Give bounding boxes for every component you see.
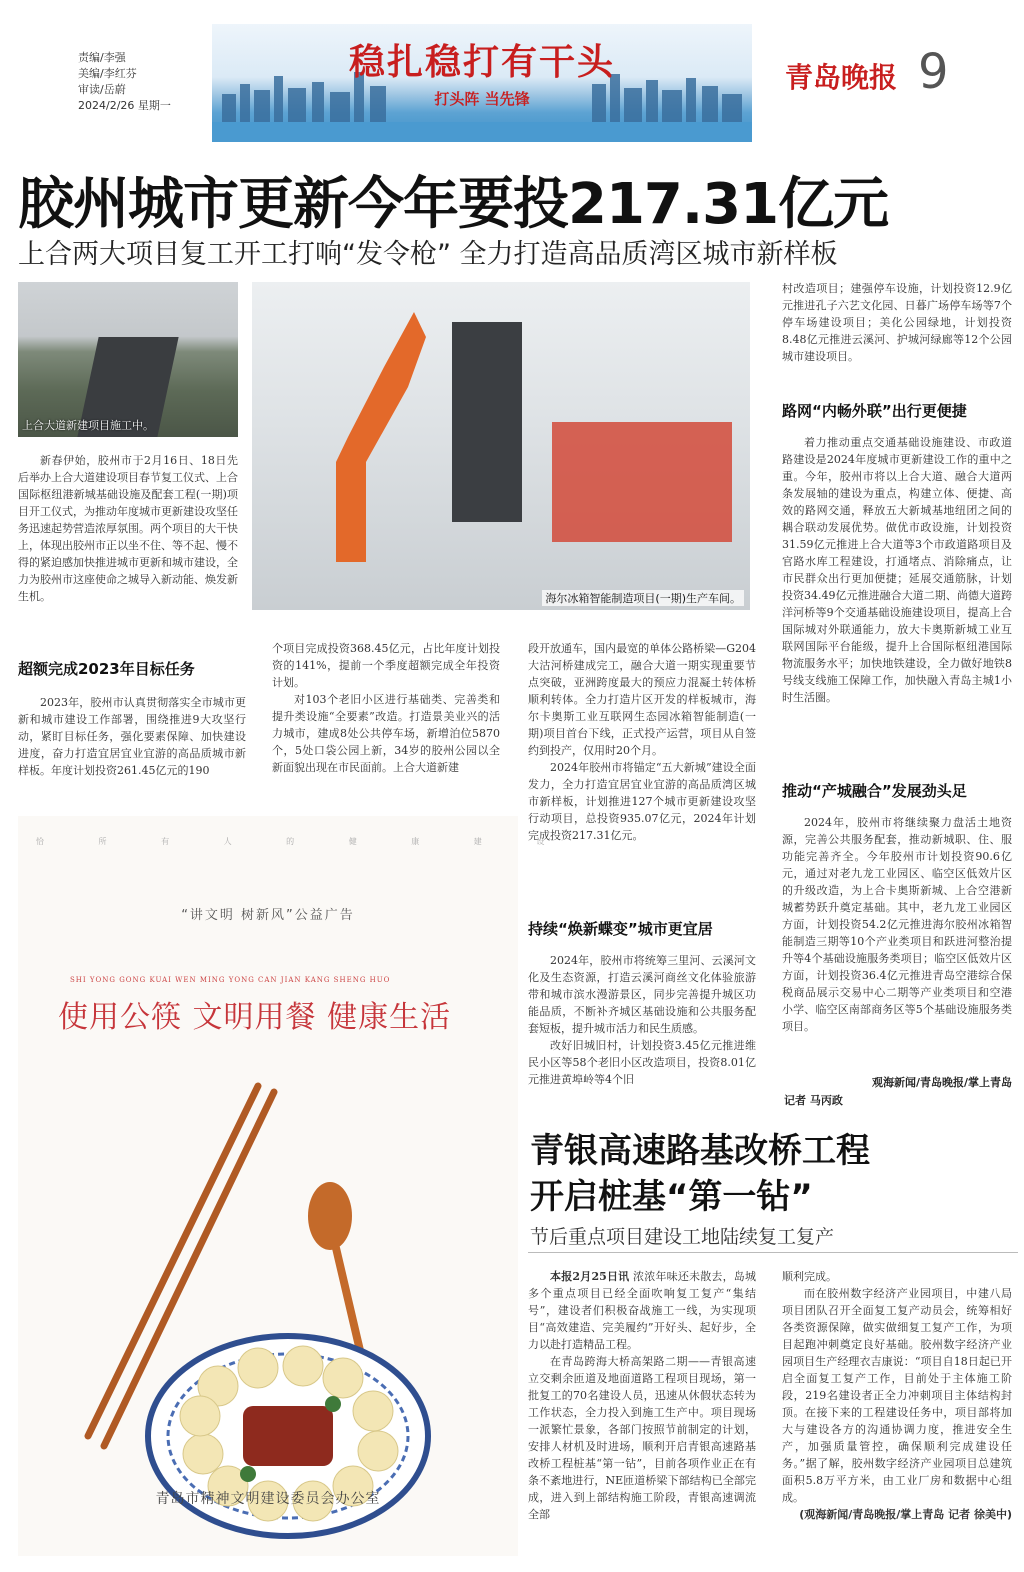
article-byline: [782, 1074, 1012, 1091]
editor: 责编/李强: [78, 51, 126, 64]
reporter: 记者 马丙政: [784, 1094, 843, 1107]
body-paragraph: 而在胶州数字经济产业园项目，中建八局项目团队召开全面复工复产动员会，统筹相好各类资源保障，做实做细复工复产工作，为项目起跑冲刺奠定良好基础。胶州数字经济产业园项目生产经理衣吉康说：“项目自18日起已开启全面复工复产工作，目前处于主体施工阶段，219名建设者正全力冲刺项目主体结构封顶。在接下来的工程建设任务中，项目部将加大与建设各方的沟通协调力度，推进安全生产，加强质量管控，确保顺利完成建设任务。”据了解，胶州数字经济产业园项目总建筑面积5.8万平方米，由工业厂房和数据中心组成。: [782, 1287, 1012, 1504]
byline-source: 观海新闻/青岛晚报/掌上青岛: [871, 1076, 1012, 1089]
paper-masthead: 青岛晚报: [785, 61, 898, 94]
factory-photo: [252, 282, 750, 610]
article-column: [528, 952, 756, 1088]
dateline: 本报2月25日讯: [550, 1270, 630, 1283]
article-column: [782, 814, 1012, 1035]
article2-subhead: 节后重点项目建设工地陆续复工复产: [530, 1226, 835, 1248]
banner-subtitle: 打头阵 当先锋: [434, 90, 530, 108]
ad-main-text: 使用公筷 文明用餐 健康生活: [58, 1000, 452, 1035]
body-paragraph: 2024年，胶州市将统筹三里河、云溪河文化及生态资源，打造云溪河商丝文化体验旅游带和城市滨水漫游景区，同步完善提升城区功能品质，不断补齐城区基础设施和公共服务配套短板，提升城市活力和民生质感。: [528, 954, 756, 1035]
divider: [528, 1252, 1018, 1253]
section-banner: [212, 24, 752, 142]
article-column: [782, 1268, 1012, 1523]
robot-arm-shape: [312, 312, 432, 562]
highway-photo: [18, 282, 238, 437]
article-subhead: 上合两大项目复工开工打响“发令枪” 全力打造高品质湾区城市新样板: [18, 239, 838, 270]
plate-chopsticks-spoon-icon: [18, 1016, 518, 1496]
article-column: [528, 1268, 756, 1523]
article-intro: [18, 452, 238, 605]
ad-organization: 青岛市精神文明建设委员会办公室: [155, 1491, 381, 1507]
section-title: 推动“产城融合”发展劲头足: [782, 782, 967, 800]
article2-headline: [530, 1128, 870, 1220]
production-line-shape: [552, 422, 732, 542]
proofreader: 审读/岳蔚: [78, 83, 126, 96]
machine-panel-shape: [452, 322, 522, 522]
body-paragraph: 个项目完成投资368.45亿元，占比年度计划投资的141%，提前一个季度超额完成全年投资计划。: [272, 642, 500, 689]
body-paragraph: 对103个老旧小区进行基础类、完善类和提升类设施“全要素”改造。打造景美业兴的活力城市，建成8处公共停车场，新增泊位5870个，5处口袋公园上新，34岁的胶州公园以全新面貌出现在市民面前。上合大道新建: [272, 693, 500, 774]
body-paragraph: 2024年胶州市将锚定“五大新城”建设全面发力，全力打造宜居宜业宜游的高品质湾区城市新样板，计划推进127个城市更新建设攻坚行动项目，总投资935.07亿元，2024年计划完成投资217.31亿元。: [528, 761, 756, 842]
ad-slogan: “讲文明 树新风”公益广告: [181, 908, 355, 923]
body-paragraph: 改好旧城旧村，计划投资3.45亿元推进维民小区等58个老旧小区改造项目，投资8.01亿元推进黄埠岭等4个旧: [528, 1039, 756, 1086]
section-title: 路网“内畅外联”出行更便捷: [782, 402, 967, 420]
intro-paragraph: 新春伊始，胶州市于2月16日、18日先后举办上合大道建设项目春节复工仪式、上合国际枢纽港新城基础设施及配套工程(一期)项目开工仪式，为推动年度城市更新建设攻坚任务迅速起势营造浓厚氛围。两个项目的大干快上，体现出胶州市正以坐不住、等不起、慢不得的紧迫感加快推进城市更新和城市建设，全力为胶州市这座使命之城导入新动能、焕发新生机。: [18, 454, 238, 603]
page-number: 9: [918, 44, 949, 100]
body-paragraph: 2023年，胶州市认真贯彻落实全市城市更新和城市建设工作部署，围绕推进9大攻坚行动，紧盯目标任务，强化要素保障、加快建设进度，奋力打造宜居宜业宜游的高品质城市新样板。年度计划投资261.45亿元的190: [18, 696, 246, 777]
designer: 美编/李红芬: [78, 67, 137, 80]
article-column: [782, 434, 1012, 706]
section-title: 持续“焕新蝶变”城市更宜居: [528, 920, 713, 938]
body-paragraph: 着力推动重点交通基础设施建设、市政道路建设是2024年度城市更新建设工作的重中之重。今年，胶州市将以上合大道、融合大道两条发展轴的建设为重点，构建立体、便捷、高效的路网交通，释放五大新城基地纽团之间的耦合联动发展优势。做优市政设施，计划投资31.59亿元推进上合大道等3个市政道路项目及官路水库工程建设，打通堵点、消除痛点，让市民群众出行更加便捷；延展交通筋脉，计划投资34.49亿元推进融合大道二期、尚德大道跨洋河桥等9个交通基础设施建设项目，提高上合国际城对外联通能力，放大卡奥斯新城工业互联网国际平台能级，提升上合国际枢纽港国际物流服务水平；加快地铁建设，全力做好地铁8号线支线施工保障工作，加快融入青岛主城1小时生活圈。: [782, 436, 1012, 704]
headline-line: 青银高速路基改桥工程: [530, 1131, 870, 1171]
issue-date: 2024/2/26 星期一: [78, 99, 171, 112]
body-text: 浓浓年味还未散去，岛城多个重点项目已经全面吹响复工复产“集结号”，建设者们积极奋战施工一线，为实现项目“高效建造、完美履约”开好头、起好步，全力以赴打造精品工程。: [528, 1270, 757, 1351]
headline-line: 开启桩基“第一钻”: [530, 1177, 813, 1217]
section-title: 超额完成2023年目标任务: [18, 660, 195, 678]
article-headline: 胶州城市更新今年要投217.31亿元: [18, 172, 889, 237]
article-column: [18, 694, 246, 779]
ad-topline: 恰 所 有 人 的 健 康 建 设: [36, 837, 571, 846]
article-column: [528, 640, 756, 844]
public-service-ad: [18, 816, 571, 1556]
photo-caption: 上合大道新建项目施工中。: [22, 419, 154, 432]
photo-caption: 海尔冰箱智能制造项目(一期)生产车间。: [542, 590, 744, 606]
article2-byline: (观海新闻/青岛晚报/掌上青岛 记者 徐美中): [799, 1508, 1012, 1521]
ad-pinyin: SHI YONG GONG KUAI WEN MING YONG CAN JIAN KANG SHENG HUO: [70, 976, 391, 984]
body-paragraph: 2024年，胶州市将继续聚力盘活土地资源，完善公共服务配套，推动新城职、住、服功能完善齐全。今年胶州市计划投资90.6亿元，通过对老九龙工业园区、临空区低效片区的升级改造，为上合卡奥斯新城、上合空港新城蓄势跃升奠定基础。其中，老九龙工业园区方面，计划投资54.2亿元推进海尔胶州冰箱智能制造三期等10个产业类项目和跃进河整治提升等4个基础设施服务类项目；临空区低效片区方面，计划投资36.4亿元推进青岛空港综合保税商品展示交易中心二期等产业类项目和空港小学、临空区南部商务区等5个基础设施服务类项目。: [782, 816, 1012, 1033]
body-paragraph: 村改造项目；建强停车设施，计划投资12.9亿元推进孔子六艺文化园、日暮广场停车场等7个停车场建设项目；美化公园绿地，计划投资8.48亿元推进云溪河、护城河绿廊等12个公园城市建设项目。: [782, 282, 1012, 363]
body-paragraph: 段开放通车，国内最宽的单体公路桥梁—G204大沽河桥建成完工，融合大道一期实现重要节点突破，亚洲跨度最大的预应力混凝土转体桥顺利转体。全力打造片区开发的样板城市，海尔卡奥斯工业互联网生态园冰箱智能制造(一期)项目首台下线，正式投产运营，项目从自签约到投产，仅用时20个月。: [528, 642, 756, 757]
editor-credits: [78, 50, 171, 114]
banner-title: 稳扎稳打有干头: [348, 41, 615, 83]
body-paragraph: 顺利完成。: [782, 1270, 837, 1283]
article-column: [272, 640, 500, 776]
body-paragraph: 在青岛跨海大桥高架路二期——青银高速立交剩余匝道及地面道路工程项目现场，第一批复工的70名建设人员，迅速从休假状态转为工作状态，全力投入到施工生产中。项目现场一派繁忙景象，各部门按照节前制定的计划，安排人材机及时进场，顺利开启青银高速路基改桥工程桩基“第一钻”，目前各项作业正在有条不紊地进行，NE匝道桥梁下部结构已全部完成，进入到上部结构施工阶段，青银高速调流全部: [528, 1355, 756, 1521]
article-column: [782, 280, 1012, 365]
